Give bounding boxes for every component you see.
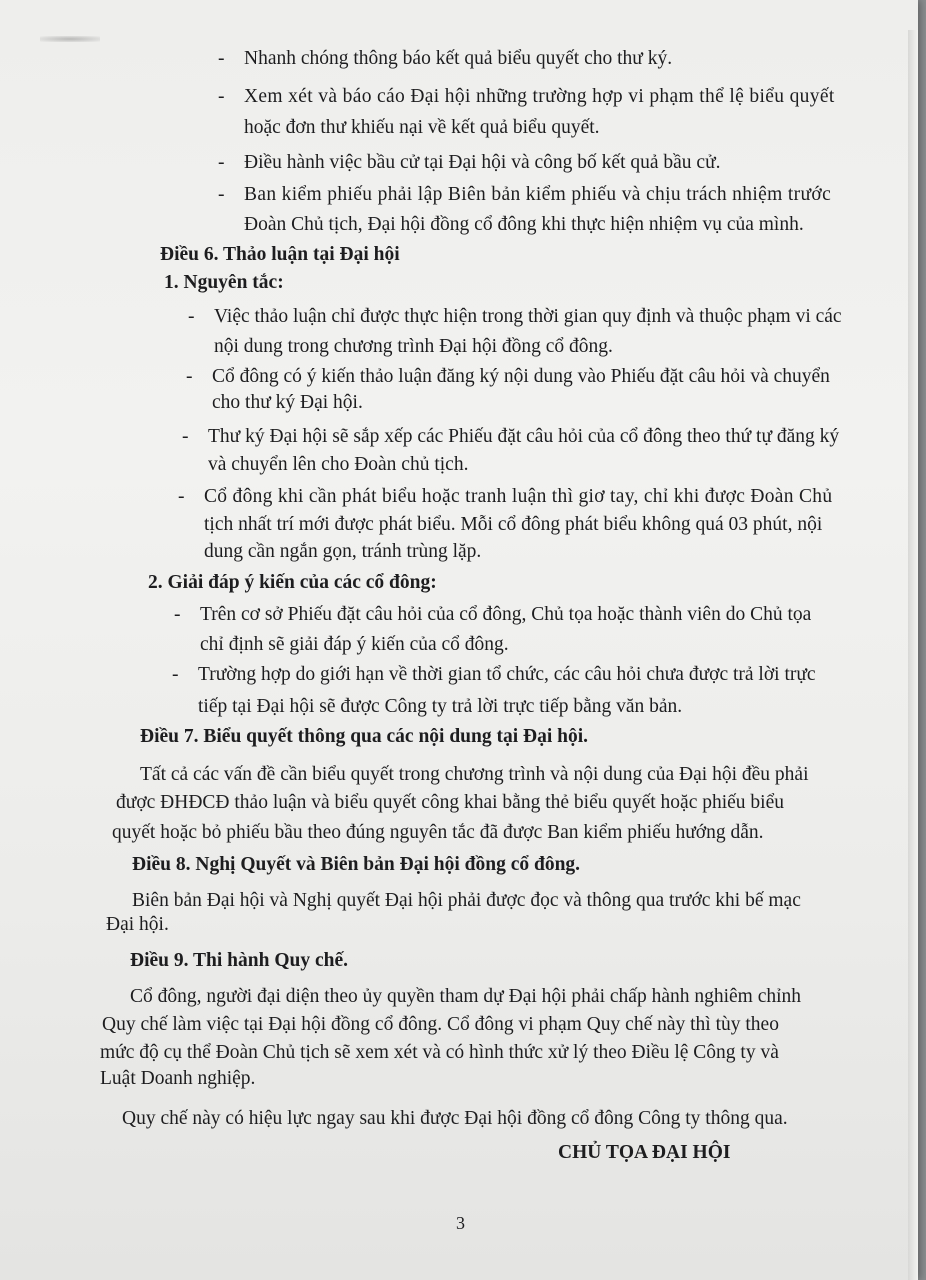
section-1-title: 1. Nguyên tắc: [164, 272, 284, 293]
bullet-text: tịch nhất trí mới được phát biểu. Mỗi cổ đông phát biểu không quá 03 phút, nội [204, 514, 823, 535]
bullet-dash: - [182, 426, 189, 447]
bullet-text: Thư ký Đại hội sẽ sắp xếp các Phiếu đặt câu hỏi của cổ đông theo thứ tự đăng ký [208, 426, 840, 447]
article-9-title: Điều 9. Thi hành Quy chế. [130, 950, 348, 971]
bullet-text: Điều hành việc bầu cử tại Đại hội và công bố kết quả bầu cử. [244, 152, 721, 173]
bullet-text: Cổ đông có ý kiến thảo luận đăng ký nội dung vào Phiếu đặt câu hỏi và chuyển [212, 366, 830, 387]
bullet-text: chỉ định sẽ giải đáp ý kiến của cổ đông. [200, 634, 509, 655]
bullet-text: Nhanh chóng thông báo kết quả biểu quyết cho thư ký. [244, 48, 673, 69]
bullet-dash: - [188, 306, 195, 327]
paragraph-line: quyết hoặc bỏ phiếu bầu theo đúng nguyên tắc đã được Ban kiểm phiếu hướng dẫn. [112, 822, 764, 843]
bullet-text: Cổ đông khi cần phát biểu hoặc tranh luận thì giơ tay, chỉ khi được Đoàn Chủ [204, 486, 833, 507]
bullet-text: nội dung trong chương trình Đại hội đồng cổ đông. [214, 336, 613, 357]
bullet-text: dung cần ngắn gọn, tránh trùng lặp. [204, 541, 482, 562]
bullet-dash: - [218, 184, 225, 205]
paragraph-line: Đại hội. [106, 914, 169, 935]
bullet-dash: - [218, 86, 225, 107]
next-page-edge [908, 30, 918, 1280]
bullet-text: Ban kiểm phiếu phải lập Biên bản kiểm phiếu và chịu trách nhiệm trước [244, 184, 832, 205]
bullet-dash: - [218, 152, 225, 173]
signature-title: CHỦ TỌA ĐẠI HỘI [558, 1142, 731, 1163]
paragraph-line: Quy chế làm việc tại Đại hội đồng cổ đông. Cổ đông vi phạm Quy chế này thì tùy theo [102, 1014, 779, 1035]
page-number: 3 [456, 1213, 465, 1233]
bullet-text: Đoàn Chủ tịch, Đại hội đồng cổ đông khi thực hiện nhiệm vụ của mình. [244, 214, 804, 235]
paragraph-line: mức độ cụ thể Đoàn Chủ tịch sẽ xem xét và có hình thức xử lý theo Điều lệ Công ty và [100, 1042, 779, 1063]
bullet-text: Trên cơ sở Phiếu đặt câu hỏi của cổ đông, Chủ tọa hoặc thành viên do Chủ tọa [200, 604, 812, 625]
bullet-text: cho thư ký Đại hội. [212, 392, 363, 413]
bullet-text: tiếp tại Đại hội sẽ được Công ty trả lời trực tiếp bằng văn bản. [198, 696, 683, 717]
paragraph-line: Tất cả các vấn đề cần biểu quyết trong chương trình và nội dung của Đại hội đều phải [140, 764, 809, 785]
bullet-dash: - [178, 486, 185, 507]
bullet-dash: - [186, 366, 193, 387]
bullet-text: hoặc đơn thư khiếu nại về kết quả biểu quyết. [244, 117, 600, 138]
paragraph-line: Cổ đông, người đại diện theo ủy quyền tham dự Đại hội phải chấp hành nghiêm chỉnh [130, 986, 802, 1007]
paragraph-line: được ĐHĐCĐ thảo luận và biểu quyết công khai bằng thẻ biểu quyết hoặc phiếu biểu [116, 792, 784, 813]
closing-statement: Quy chế này có hiệu lực ngay sau khi được Đại hội đồng cổ đông Công ty thông qua. [122, 1108, 788, 1129]
section-2-title: 2. Giải đáp ý kiến của các cổ đông: [148, 572, 437, 593]
bullet-dash: - [218, 48, 225, 69]
bullet-text: Trường hợp do giới hạn về thời gian tổ chức, các câu hỏi chưa được trả lời trực [198, 664, 816, 685]
paper-smudge [40, 36, 100, 42]
bullet-text: Việc thảo luận chỉ được thực hiện trong thời gian quy định và thuộc phạm vi các [214, 306, 842, 327]
bullet-text: Xem xét và báo cáo Đại hội những trường hợp vi phạm thể lệ biểu quyết [244, 86, 835, 107]
article-7-title: Điều 7. Biểu quyết thông qua các nội dung tại Đại hội. [140, 726, 589, 747]
article-8-title: Điều 8. Nghị Quyết và Biên bản Đại hội đồng cổ đông. [132, 854, 581, 875]
article-6-title: Điều 6. Thảo luận tại Đại hội [160, 244, 400, 265]
bullet-text: và chuyển lên cho Đoàn chủ tịch. [208, 454, 469, 475]
paragraph-line: Luật Doanh nghiệp. [100, 1068, 256, 1089]
bullet-dash: - [172, 664, 179, 685]
bullet-dash: - [174, 604, 181, 625]
paragraph-line: Biên bản Đại hội và Nghị quyết Đại hội phải được đọc và thông qua trước khi bế mạc [132, 890, 801, 911]
